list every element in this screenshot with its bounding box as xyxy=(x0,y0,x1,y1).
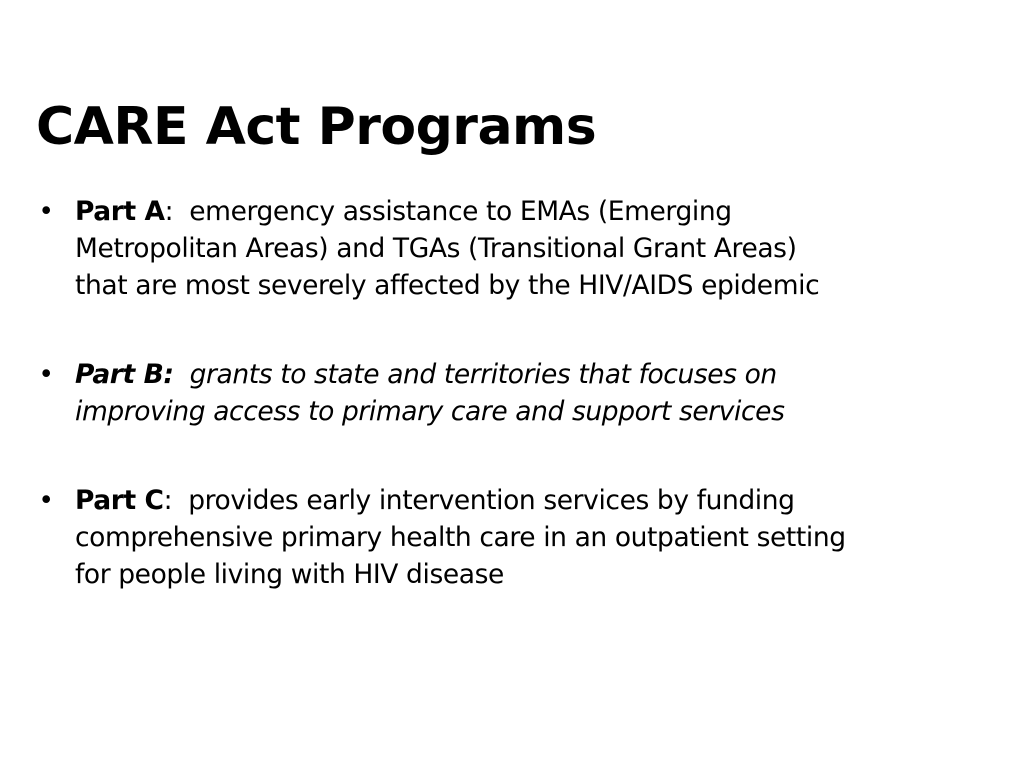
bullet-dot-icon: • xyxy=(38,485,54,516)
bullet-text: emergency assistance to EMAs (Emerging xyxy=(189,196,732,227)
bullet-separator: : xyxy=(163,485,189,516)
bullet-label: Part B: xyxy=(75,359,174,390)
bullet-line: comprehensive primary health care in an outpatient setting xyxy=(75,522,846,553)
bullet-separator xyxy=(174,359,190,390)
bullet-line: Metropolitan Areas) and TGAs (Transitional Grant Areas) xyxy=(75,233,797,264)
bullet-list xyxy=(36,193,996,593)
bullet-line xyxy=(75,482,996,519)
bullet-part-a xyxy=(36,193,996,304)
bullet-text: grants to state and territories that focuses on xyxy=(189,359,777,390)
slide-title: CARE Act Programs xyxy=(36,97,597,157)
bullet-label: Part C xyxy=(75,485,164,516)
bullet-separator: : xyxy=(164,196,190,227)
bullet-label: Part A xyxy=(75,196,165,227)
bullet-part-b xyxy=(36,356,996,430)
bullet-line xyxy=(75,193,996,230)
bullet-line: that are most severely affected by the HIV/AIDS epidemic xyxy=(75,270,820,301)
bullet-line xyxy=(75,356,996,393)
bullet-dot-icon: • xyxy=(38,196,54,227)
bullet-text: provides early intervention services by funding xyxy=(188,485,795,516)
bullet-line: improving access to primary care and support services xyxy=(75,396,785,427)
bullet-part-c xyxy=(36,482,996,593)
bullet-dot-icon: • xyxy=(38,359,54,390)
bullet-line: for people living with HIV disease xyxy=(75,559,504,590)
